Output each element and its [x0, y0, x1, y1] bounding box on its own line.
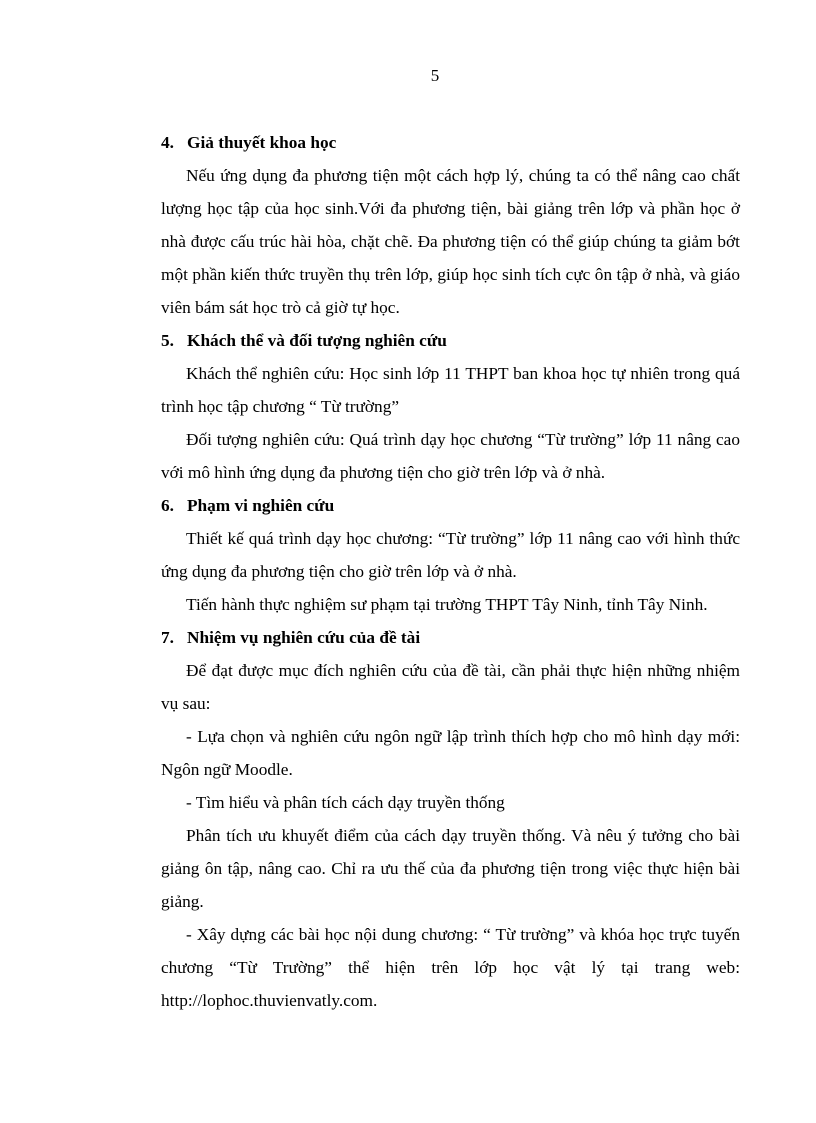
paragraph: Thiết kế quá trình dạy học chương: “Từ trường” lớp 11 nâng cao với hình thức ứng dụng đa phương tiện cho giờ trên lớp và ở nhà. — [161, 529, 740, 581]
section-number: 7. — [161, 628, 174, 647]
section-heading — [161, 489, 740, 522]
paragraph: Đối tượng nghiên cứu: Quá trình dạy học chương “Từ trường” lớp 11 nâng cao với mô hình ứng dụng đa phương tiện cho giờ trên lớp và ở nhà. — [161, 430, 740, 482]
section-title: Phạm vi nghiên cứu — [187, 496, 335, 515]
paragraph: Khách thể nghiên cứu: Học sinh lớp 11 THPT ban khoa học tự nhiên trong quá trình học tập chương “ Từ trường” — [161, 364, 740, 416]
paragraph: Nếu ứng dụng đa phương tiện một cách hợp lý, chúng ta có thể nâng cao chất lượng học tập của học sinh.Với đa phương tiện, bài giảng trên lớp và phần học ở nhà được cấu trúc hài hòa, chặt chẽ. Đa phương tiện có thể giúp chúng ta giảm bớt một phần kiến thức truyền thụ trên lớp, giúp học sinh tích cực ôn tập ở nhà, và giáo viên bám sát học trò cả giờ tự học. — [161, 166, 740, 317]
section-heading — [161, 621, 740, 654]
paragraph: Phân tích ưu khuyết điểm của cách dạy truyền thống. Và nêu ý tưởng cho bài giảng ôn tập, nâng cao. Chỉ ra ưu thế của đa phương tiện trong việc thực hiện bài giảng. — [161, 826, 740, 911]
section-number: 4. — [161, 133, 174, 152]
paragraph: - Tìm hiểu và phân tích cách dạy truyền thống — [186, 793, 505, 812]
paragraph: Tiến hành thực nghiệm sư phạm tại trường THPT Tây Ninh, tỉnh Tây Ninh. — [186, 595, 708, 614]
section-heading — [161, 126, 740, 159]
section-title: Khách thể và đối tượng nghiên cứu — [187, 331, 447, 350]
section-title: Nhiệm vụ nghiên cứu của đề tài — [187, 628, 421, 647]
section-number: 5. — [161, 331, 174, 350]
paragraph: - Lựa chọn và nghiên cứu ngôn ngữ lập trình thích hợp cho mô hình dạy mới: Ngôn ngữ Moodle. — [161, 727, 740, 779]
section-heading — [161, 324, 740, 357]
page-number: 5 — [430, 66, 440, 85]
section-title: Giả thuyết khoa học — [187, 133, 337, 152]
paragraph: Để đạt được mục đích nghiên cứu của đề tài, cần phải thực hiện những nhiệm vụ sau: — [161, 661, 740, 713]
section-number: 6. — [161, 496, 174, 515]
paragraph: - Xây dựng các bài học nội dung chương: “ Từ trường” và khóa học trực tuyến chương “Từ Trường” thể hiện trên lớp học vật lý tại trang web: http://lophoc.thuvienvatly.com. — [161, 925, 740, 1010]
document-body — [161, 126, 740, 1017]
